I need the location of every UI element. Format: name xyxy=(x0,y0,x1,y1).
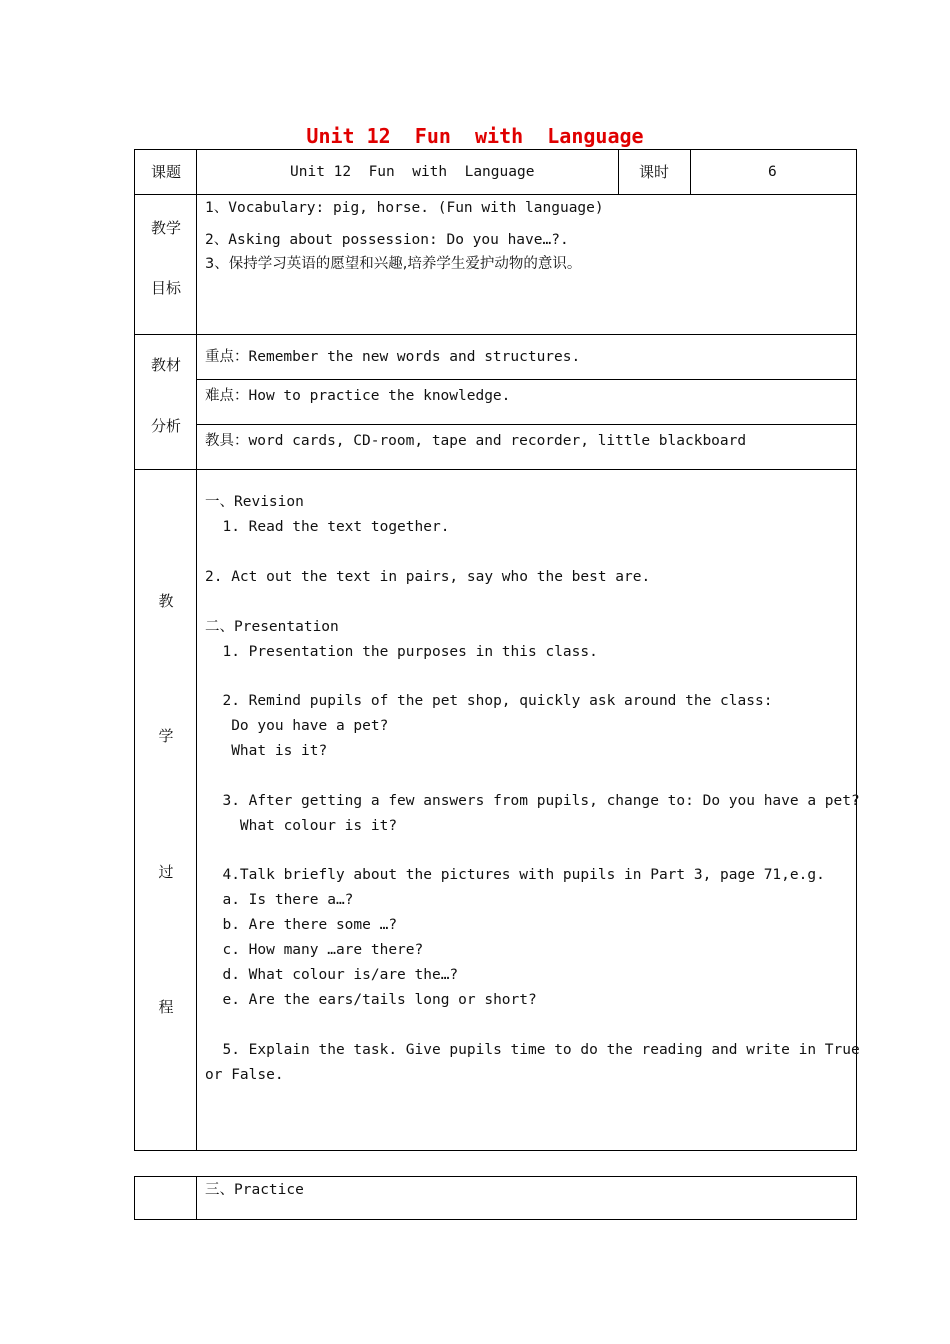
process-line: 1. Read the text together. xyxy=(205,519,450,535)
process-line: e. Are the ears/tails long or short? xyxy=(205,992,537,1008)
process-line: 4.Talk briefly about the pictures with pupils in Part 3, page 71,e.g. xyxy=(205,867,825,883)
objectives-label-2: 目标 xyxy=(150,279,181,297)
period-label: 课时 xyxy=(638,163,669,181)
process-line: b. Are there some …? xyxy=(205,917,398,933)
process-line: or False. xyxy=(205,1067,284,1083)
objective-line: 3、保持学习英语的愿望和兴趣,培养学生爱护动物的意识。 xyxy=(205,256,582,272)
period-value: 6 xyxy=(768,164,777,180)
process-line: 1. Presentation the purposes in this class. xyxy=(205,644,598,660)
analysis-label-2: 分析 xyxy=(150,417,181,435)
analysis-label-1: 教材 xyxy=(150,356,181,374)
process-line: c. How many …are there? xyxy=(205,942,424,958)
teaching-tools: 教具：word cards, CD-room, tape and recorder, little blackboard xyxy=(205,433,747,449)
topic-label: 课题 xyxy=(150,163,181,181)
key-point: 重点：Remember the new words and structures. xyxy=(205,349,581,365)
process-line: 2. Act out the text in pairs, say who the best are. xyxy=(205,569,651,585)
process-line: What colour is it? xyxy=(205,818,398,834)
objective-line: 1、Vocabulary: pig, horse. (Fun with language) xyxy=(205,200,604,216)
process-line: 2. Remind pupils of the pet shop, quickly ask around the class: xyxy=(205,693,773,709)
process-line: a. Is there a…? xyxy=(205,892,354,908)
process-line: Do you have a pet? xyxy=(205,718,389,734)
process-label: 程 xyxy=(158,998,174,1016)
process-line: 一、Revision xyxy=(205,494,304,510)
objectives-label-1: 教学 xyxy=(150,219,181,237)
process-line: d. What colour is/are the…? xyxy=(205,967,459,983)
practice-heading: 三、Practice xyxy=(205,1182,304,1198)
process-line: 5. Explain the task. Give pupils time to do the reading and write in True xyxy=(205,1042,860,1058)
difficulty: 难点：How to practice the knowledge. xyxy=(205,388,511,404)
process-label: 教 xyxy=(158,592,174,610)
process-label: 过 xyxy=(158,863,174,881)
process-line: 二、Presentation xyxy=(205,619,339,635)
document-title: Unit 12 Fun with Language xyxy=(306,124,644,148)
topic-value: Unit 12 Fun with Language xyxy=(290,164,535,180)
process-line: 3. After getting a few answers from pupils, change to: Do you have a pet? xyxy=(205,793,860,809)
process-label: 学 xyxy=(158,727,174,745)
process-line: What is it? xyxy=(205,743,328,759)
objective-line: 2、Asking about possession: Do you have…?. xyxy=(205,232,569,248)
